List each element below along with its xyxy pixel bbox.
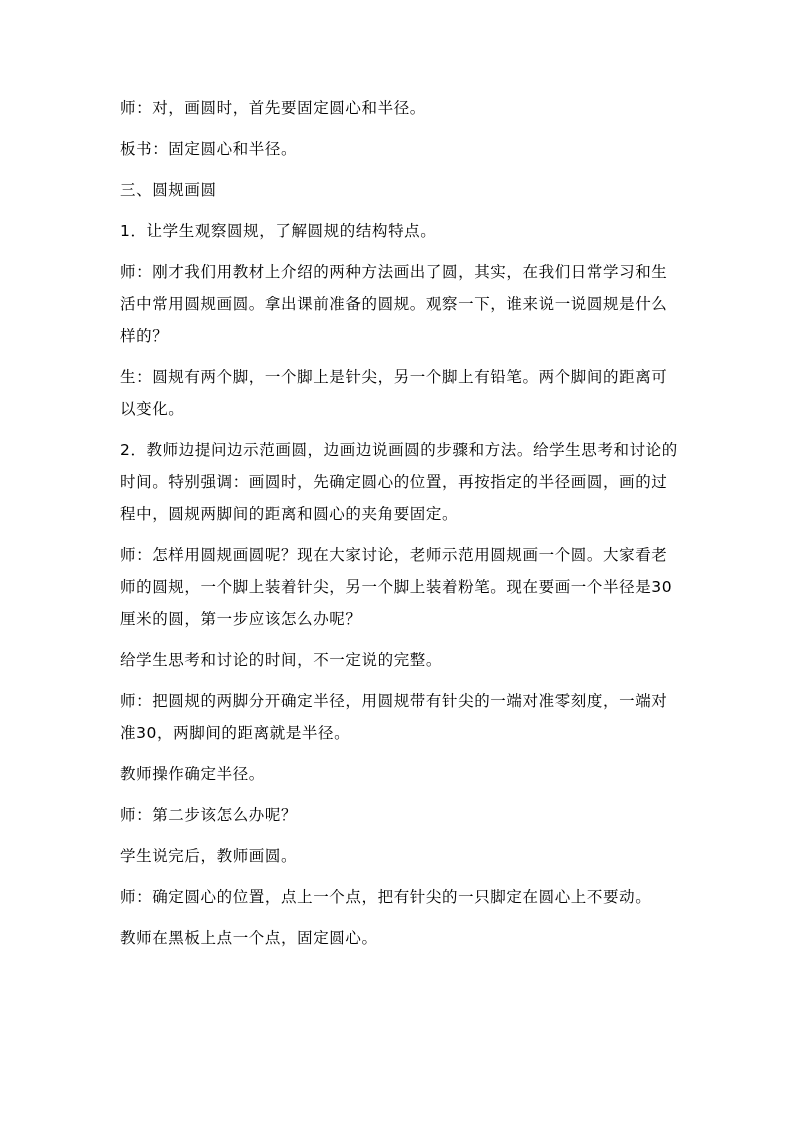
paragraph-teacher-fix-center-point: 师：确定圆心的位置，点上一个点，把有针尖的一只脚定在圆心上不要动。 [120,888,652,906]
paragraph-blackboard-dot: 教师在黑板上点一个点，固定圆心。 [120,929,378,947]
section-heading-compass-drawing: 三、圆规画圆 [120,181,217,199]
paragraph-teacher-intro-compass: 师：刚才我们用教材上介绍的两种方法画出了圆，其实，在我们日常学习和生活中常用圆规画圆。拿出课前准备的圆规。观察一下，谁来说一说圆规是什么样的？ [120,263,668,345]
paragraph-student-describes-compass: 生：圆规有两个脚，一个脚上是针尖，另一个脚上有铅笔。两个脚间的距离可以变化。 [120,368,668,418]
document-body [120,92,680,963]
paragraph-step-2-demonstration: 2．教师边提问边示范画圆，边画边说画圆的步骤和方法。给学生思考和讨论的时间。特别强调：画圆时，先确定圆心的位置，再按指定的半径画圆，画的过程中，圆规两脚间的距离和圆心的夹角要固定。 [120,441,678,523]
paragraph-teacher-draws-circle: 学生说完后，教师画圆。 [120,847,298,865]
paragraph-teacher-how-to-draw: 师：怎样用圆规画圆呢？现在大家讨论，老师示范用圆规画一个圆。大家看老师的圆规，一个脚上装着针尖，另一个脚上装着粉笔。现在要画一个半径是30厘米的圆，第一步应该怎么办呢？ [120,546,673,628]
paragraph-board-note: 板书：固定圆心和半径。 [120,140,298,158]
paragraph-teacher-set-radius: 师：把圆规的两脚分开确定半径，用圆规带有针尖的一端对准零刻度，一端对准30，两脚间的距离就是半径。 [120,692,668,742]
paragraph-teacher-fix-center-radius: 师：对，画圆时，首先要固定圆心和半径。 [120,99,426,117]
paragraph-discussion-time: 给学生思考和讨论的时间，不一定说的完整。 [120,651,443,669]
paragraph-step-1-observe-compass: 1．让学生观察圆规，了解圆规的结构特点。 [120,222,437,240]
paragraph-teacher-operates-radius: 教师操作确定半径。 [120,765,265,783]
paragraph-teacher-second-step: 师：第二步该怎么办呢？ [120,806,298,824]
